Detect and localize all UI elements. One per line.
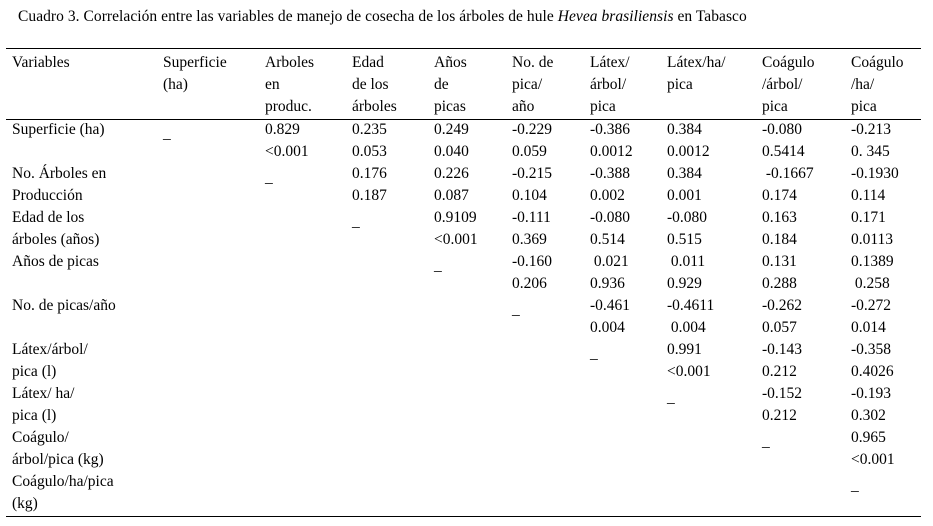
row-label-0: Superficie (ha) [12, 121, 105, 138]
table-cell: -0.080 0.5414 [762, 121, 805, 160]
table-cell: -0.143 0.212 [762, 341, 803, 380]
table-cell: -0.111 0.369 [512, 209, 551, 248]
row-label-6: Látex/ ha/ pica (l) [12, 385, 75, 424]
table-cell: 0.965 <0.001 [851, 429, 895, 468]
table-cell: 0.1389 0.258 [851, 253, 894, 292]
header-cell-9: Coágulo /ha/ pica [851, 54, 904, 115]
table-cell: -0.080 0.515 [667, 209, 708, 248]
diagonal-mark: _ [352, 213, 360, 230]
header-cell-2: Arboles en produc. [265, 54, 315, 115]
table-cell: 0.9109 <0.001 [434, 209, 478, 248]
diagonal-mark: _ [265, 169, 273, 186]
header-cell-8: Coágulo /árbol/ pica [762, 54, 815, 115]
table-cell: -0.386 0.0012 [590, 121, 633, 160]
row-label-3: Años de picas [12, 253, 99, 270]
table-cell: 0.384 0.0012 [667, 121, 710, 160]
table-cell: 0.171 0.0113 [851, 209, 894, 248]
row-label-8: Coágulo/ha/pica (kg) [12, 473, 114, 512]
table-top-rule [6, 48, 921, 49]
row-label-5: Látex/árbol/ pica (l) [12, 341, 88, 380]
table-cell: -0.229 0.059 [512, 121, 553, 160]
header-cell-7: Látex/ha/ pica [667, 54, 726, 93]
table-cell: 0.829 <0.001 [265, 121, 309, 160]
row-label-7: Coágulo/ árbol/pica (kg) [12, 429, 104, 468]
table-cell: 0.131 0.288 [762, 253, 797, 292]
table-cell: -0.358 0.4026 [851, 341, 894, 380]
row-label-1: No. Árboles en Producción [12, 165, 107, 204]
table-cell: -0.4611 0.004 [667, 297, 715, 336]
table-cell: 0.235 0.053 [352, 121, 387, 160]
diagonal-mark: _ [590, 345, 598, 362]
header-cell-4: Años de picas [434, 54, 467, 115]
header-cell-6: Látex/ árbol/ pica [590, 54, 630, 115]
caption-prefix: Cuadro 3. Correlación entre las variables de manejo de cosecha de los árboles de hule [18, 8, 558, 25]
table-cell: -0.1930 0.114 [851, 165, 899, 204]
table-cell: 0.991 <0.001 [667, 341, 711, 380]
table-cell: -0.080 0.514 [590, 209, 631, 248]
table-cell: 0.226 0.087 [434, 165, 469, 204]
diagonal-mark: _ [851, 477, 859, 494]
row-label-2: Edad de los árboles (años) [12, 209, 100, 248]
table-cell: -0.1667 0.174 [762, 165, 814, 204]
table-cell: -0.388 0.002 [590, 165, 631, 204]
table-cell: 0.021 0.936 [590, 253, 629, 292]
table-cell: -0.461 0.004 [590, 297, 631, 336]
header-cell-5: No. de pica/ año [512, 54, 554, 115]
table-cell: -0.215 0.104 [512, 165, 553, 204]
table-cell: 0.011 0.929 [667, 253, 706, 292]
header-cell-3: Edad de los árboles [352, 54, 397, 115]
diagonal-mark: _ [512, 301, 520, 318]
caption-species: Hevea brasiliensis [557, 8, 674, 25]
table-caption [18, 8, 923, 26]
table-cell: -0.213 0. 345 [851, 121, 892, 160]
row-label-4: No. de picas/año [12, 297, 116, 314]
table-cell: 0.176 0.187 [352, 165, 387, 204]
diagonal-mark: _ [163, 125, 171, 142]
table-cell: -0.262 0.057 [762, 297, 803, 336]
table-bottom-rule [6, 516, 921, 517]
table-cell: -0.152 0.212 [762, 385, 803, 424]
table-cell: -0.160 0.206 [512, 253, 553, 292]
header-cell-0: Variables [12, 54, 70, 71]
table-cell: -0.193 0.302 [851, 385, 892, 424]
table-cell: 0.384 0.001 [667, 165, 702, 204]
diagonal-mark: _ [667, 389, 675, 406]
table-cell: 0.163 0.184 [762, 209, 797, 248]
diagonal-mark: _ [762, 433, 770, 450]
table-cell: 0.249 0.040 [434, 121, 469, 160]
table-cell: -0.272 0.014 [851, 297, 892, 336]
header-cell-1: Superficie (ha) [163, 54, 227, 93]
caption-suffix: en Tabasco [673, 8, 747, 25]
diagonal-mark: _ [434, 257, 442, 274]
